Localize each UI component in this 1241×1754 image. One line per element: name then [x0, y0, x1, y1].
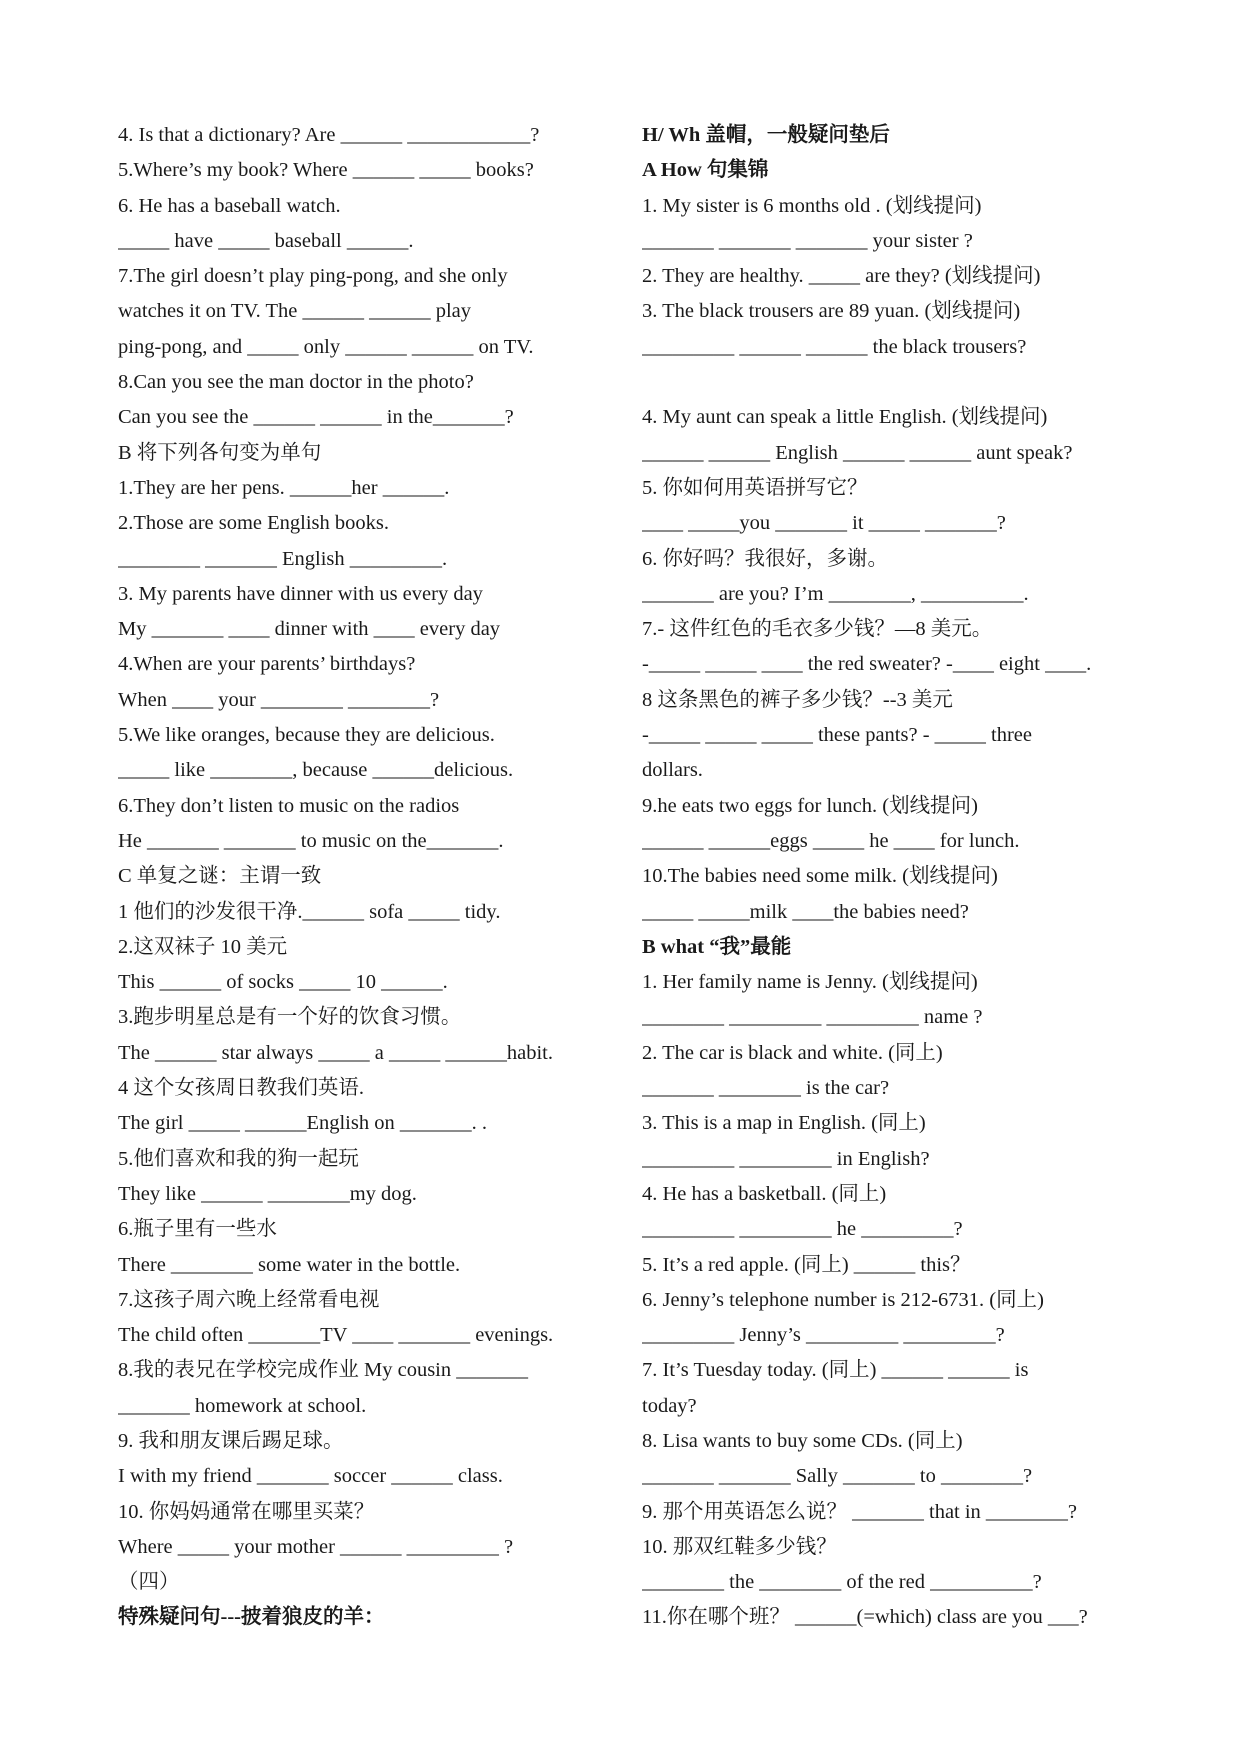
- worksheet-line: 1 他们的沙发很干净.______ sofa _____ tidy.: [118, 900, 501, 923]
- worksheet-line: 8.我的表兄在学校完成作业 My cousin _______: [118, 1359, 528, 1382]
- worksheet-line: _________ _________ in English?: [642, 1147, 930, 1170]
- worksheet-line: _________ ______ ______ the black trousers?: [642, 335, 1027, 358]
- worksheet-line: 10. 你妈妈通常在哪里买菜？: [118, 1500, 375, 1523]
- worksheet-line: ______ ______ English ______ ______ aunt speak?: [642, 441, 1073, 464]
- worksheet-line: 3.跑步明星总是有一个好的饮食习惯。: [118, 1006, 462, 1029]
- worksheet-line: 2. They are healthy. _____ are they? (划线提问): [642, 265, 1041, 288]
- worksheet-line: 9.he eats two eggs for lunch. (划线提问): [642, 794, 978, 817]
- worksheet-line: 1. Her family name is Jenny. (划线提问): [642, 971, 978, 994]
- worksheet-line: 2.Those are some English books.: [118, 512, 390, 535]
- worksheet-line: 6. 你好吗？我很好，多谢。: [642, 547, 888, 570]
- worksheet-line: 9. 我和朋友课后踢足球。: [118, 1429, 344, 1452]
- worksheet-line: There ________ some water in the bottle.: [118, 1253, 461, 1276]
- worksheet-line: 4 这个女孩周日教我们英语.: [118, 1077, 364, 1100]
- worksheet-line: This ______ of socks _____ 10 ______.: [118, 971, 448, 994]
- worksheet-line: C 单复之谜：主谓一致: [118, 865, 322, 888]
- worksheet-line: The ______ star always _____ a _____ ______habit.: [118, 1041, 553, 1064]
- worksheet-line: ping-pong, and _____ only ______ ______ on TV.: [118, 335, 534, 358]
- worksheet-line: ________ _______ English _________.: [118, 547, 448, 570]
- worksheet-line: -_____ _____ _____ these pants? - _____ three: [642, 724, 1032, 747]
- worksheet-line: The child often _______TV ____ _______ evenings.: [118, 1324, 554, 1347]
- worksheet-line: _______ are you? I’m ________, __________.: [642, 582, 1029, 605]
- worksheet-line: I with my friend _______ soccer ______ class.: [118, 1465, 503, 1488]
- worksheet-line: B what “我”最能: [642, 935, 792, 958]
- worksheet-line: ________ the ________ of the red __________?: [642, 1571, 1042, 1594]
- worksheet-line: 5.他们喜欢和我的狗一起玩: [118, 1147, 359, 1170]
- worksheet-line: They like ______ ________my dog.: [118, 1182, 417, 1205]
- worksheet-line: _____ _____milk ____the babies need?: [642, 900, 969, 923]
- worksheet-line: 5. It’s a red apple. (同上) ______ this？: [642, 1253, 971, 1276]
- worksheet-line: H/ Wh 盖帽，一般疑问垫后: [642, 124, 890, 146]
- worksheet-line: ____ _____you _______ it _____ _______?: [642, 512, 1006, 535]
- worksheet-line: 5.We like oranges, because they are delicious.: [118, 724, 495, 747]
- worksheet-line: 5.Where’s my book? Where ______ _____ books?: [118, 159, 534, 182]
- worksheet-line: 5. 你如何用英语拼写它？: [642, 476, 868, 499]
- worksheet-line: 1.They are her pens. ______her ______.: [118, 476, 450, 499]
- worksheet-line: today?: [642, 1394, 697, 1417]
- right-column: [642, 118, 1124, 1636]
- worksheet-line: 7.- 这件红色的毛衣多少钱？—8 美元。: [642, 618, 993, 641]
- worksheet-line: 特殊疑问句---披着狼皮的羊：: [118, 1606, 385, 1629]
- worksheet-line: _______ ________ is the car?: [642, 1077, 890, 1100]
- worksheet-line: 4.When are your parents’ birthdays?: [118, 653, 416, 676]
- worksheet-line: _________ Jenny’s _________ _________?: [642, 1324, 1005, 1347]
- worksheet-line: My _______ ____ dinner with ____ every day: [118, 618, 501, 641]
- worksheet-line: 2.这双袜子 10 美元: [118, 935, 288, 958]
- worksheet-line: 4. My aunt can speak a little English. (划线提问): [642, 406, 1048, 429]
- worksheet-line: 7.这孩子周六晚上经常看电视: [118, 1288, 380, 1311]
- worksheet-line: 1. My sister is 6 months old . (划线提问): [642, 194, 982, 217]
- worksheet-line: B 将下列各句变为单句: [118, 441, 322, 464]
- worksheet-line: A How 句集锦: [642, 159, 769, 182]
- worksheet-line: When ____ your ________ ________?: [118, 688, 440, 711]
- worksheet-line: 10. 那双红鞋多少钱？: [642, 1535, 837, 1558]
- worksheet-line: _________ _________ he _________?: [642, 1218, 963, 1241]
- worksheet-line: 3. My parents have dinner with us every day: [118, 582, 483, 605]
- worksheet-line: 11.你在哪个班？ ______(=which) class are you ___?: [642, 1606, 1088, 1629]
- worksheet-line: 3. The black trousers are 89 yuan. (划线提问): [642, 300, 1021, 323]
- worksheet-line: 10.The babies need some milk. (划线提问): [642, 865, 998, 888]
- worksheet-line: ________ _________ _________ name ?: [642, 1006, 983, 1029]
- worksheet-line: 6.瓶子里有一些水: [118, 1218, 277, 1241]
- worksheet-line: 8. Lisa wants to buy some CDs. (同上): [642, 1429, 963, 1452]
- worksheet-line: 8.Can you see the man doctor in the photo?: [118, 371, 474, 394]
- worksheet-line: 7.The girl doesn’t play ping-pong, and she only: [118, 265, 508, 288]
- worksheet-line: _______ homework at school.: [118, 1394, 367, 1417]
- worksheet-line: 6. Jenny’s telephone number is 212-6731. (同上): [642, 1288, 1044, 1311]
- worksheet-line: 3. This is a map in English. (同上): [642, 1112, 926, 1135]
- worksheet-line: He _______ _______ to music on the_______.: [118, 829, 504, 852]
- worksheet-line: 6. He has a baseball watch.: [118, 194, 341, 217]
- worksheet-line: dollars.: [642, 759, 703, 782]
- worksheet-line: 6.They don’t listen to music on the radios: [118, 794, 460, 817]
- worksheet-line: _______ _______ Sally _______ to ________?: [642, 1465, 1033, 1488]
- worksheet-line: The girl _____ ______English on _______. .: [118, 1112, 487, 1135]
- worksheet-line: [642, 365, 1124, 400]
- worksheet-line: 4. Is that a dictionary? Are ______ ____________?: [118, 124, 540, 146]
- worksheet-line: Where _____ your mother ______ _________ ?: [118, 1535, 514, 1558]
- worksheet-line: 7. It’s Tuesday today. (同上) ______ ______ is: [642, 1359, 1029, 1382]
- worksheet-line: Can you see the ______ ______ in the_______?: [118, 406, 514, 429]
- worksheet-line: 8 这条黑色的裤子多少钱？--3 美元: [642, 688, 953, 711]
- worksheet-line: （四）: [118, 1571, 180, 1594]
- worksheet-line: 4. He has a basketball. (同上): [642, 1182, 887, 1205]
- worksheet-line: -_____ _____ ____ the red sweater? -____ eight ____.: [642, 653, 1092, 676]
- worksheet-line: watches it on TV. The ______ ______ play: [118, 300, 472, 323]
- worksheet-line: 9. 那个用英语怎么说？ _______ that in ________?: [642, 1500, 1078, 1523]
- worksheet-line: _______ _______ _______ your sister ?: [642, 229, 973, 252]
- worksheet-line: ______ ______eggs _____ he ____ for lunch.: [642, 829, 1020, 852]
- left-column: [118, 118, 604, 1636]
- worksheet-line: _____ like ________, because ______delicious.: [118, 759, 514, 782]
- worksheet-line: 2. The car is black and white. (同上): [642, 1041, 943, 1064]
- worksheet-line: _____ have _____ baseball ______.: [118, 229, 414, 252]
